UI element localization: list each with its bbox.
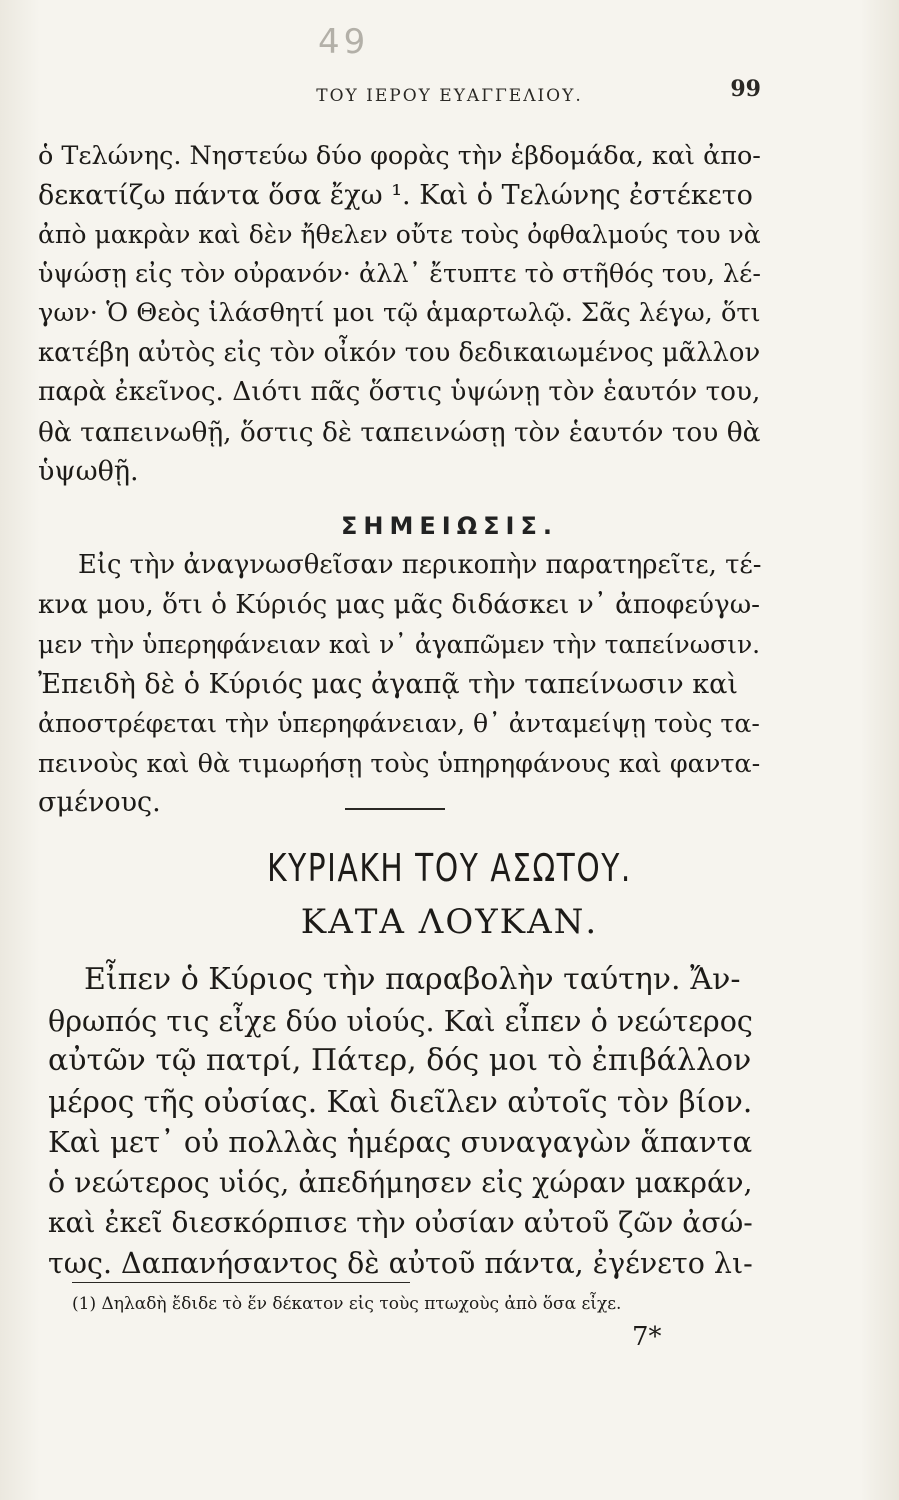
text-line: καὶ ἐκεῖ διεσκόρπισε τὴν οὐσίαν αὐτοῦ ζῶν ἀσώ-: [48, 1206, 753, 1239]
main-paragraph: [38, 136, 768, 492]
text-line: μέρος τῆς οὐσίας. Καὶ διεῖλεν αὐτοῖς τὸν βίον.: [48, 1084, 753, 1119]
footnote-rule: [72, 1282, 410, 1283]
text-line: Καὶ μετ᾽ οὐ πολλὰς ἡμέρας συναγαγὼν ἅπαντα: [48, 1125, 753, 1159]
gospel-paragraph: [48, 960, 760, 1284]
pencil-page-mark: 49: [318, 22, 370, 62]
gospel-title: ΚΑΤΑ ΛΟΥΚΑΝ.: [300, 902, 599, 942]
text-line: θρωπός τις εἶχε δύο υἱούς. Καὶ εἶπεν ὁ νεώτερος: [48, 1003, 753, 1038]
text-line: αὐτῶν τῷ πατρί, Πάτερ, δός μοι τὸ ἐπιβάλλον: [48, 1043, 752, 1078]
text-line: ὑψωθῇ.: [38, 456, 139, 487]
footnote: (1) Δηλαδὴ ἔδιδε τὸ ἕν δέκατον εἰς τοὺς πτωχοὺς ἀπὸ ὅσα εἶχε.: [72, 1294, 622, 1314]
text-line: ἀποστρέφεται τὴν ὑπερηφάνειαν, θ᾽ ἀνταμείψῃ τοὺς τα-: [38, 709, 760, 738]
text-line: θὰ ταπεινωθῇ, ὅστις δὲ ταπεινώσῃ τὸν ἑαυτόν του θὰ: [38, 416, 761, 448]
text-line: Εἶπεν ὁ Κύριος τὴν παραβολὴν ταύτην. Ἄν-: [84, 962, 741, 997]
text-line: ὁ νεώτερος υἱός, ἀπεδήμησεν εἰς χώραν μακράν,: [48, 1165, 753, 1199]
text-line: κατέβη αὐτὸς εἰς τὸν οἶκόν του δεδικαιωμένος μᾶλλον: [38, 337, 761, 368]
signature-mark: 7*: [632, 1322, 662, 1352]
text-line: παρὰ ἐκεῖνος. Διότι πᾶς ὅστις ὑψώνῃ τὸν ἑαυτόν του,: [38, 377, 761, 407]
text-line: πεινοὺς καὶ θὰ τιμωρήσῃ τοὺς ὑπηρηφάνους καὶ φαντα-: [38, 747, 761, 778]
text-line: τως. Δαπανήσαντος δὲ αὐτοῦ πάντα, ἐγένετο λι-: [48, 1246, 753, 1280]
text-line: Ἐπειδὴ δὲ ὁ Κύριός μας ἀγαπᾷ τὴν ταπείνωσιν καὶ: [38, 668, 738, 700]
text-line: Εἰς τὴν ἀναγνωσθεῖσαν περικοπὴν παρατηρεῖτε, τέ-: [78, 550, 762, 580]
section-divider: [345, 808, 445, 810]
page-number: 99: [730, 76, 761, 102]
sunday-title: ΚΥΡΙΑΚΗ ΤΟΥ ΑΣΩΤΟΥ.: [267, 846, 632, 890]
text-line: ὑψώσῃ εἰς τὸν οὐρανόν· ἀλλ᾽ ἔτυπτε τὸ στῆθός του, λέ-: [38, 258, 761, 289]
text-line: μεν τὴν ὑπερηφάνειαν καὶ ν᾽ ἀγαπῶμεν τὴν ταπείνωσιν.: [38, 630, 761, 659]
text-line: δεκατίζω πάντα ὅσα ἔχω ¹. Καὶ ὁ Τελώνης ἐστέκετο: [38, 179, 753, 211]
text-line: ὁ Τελώνης. Νηστεύω δύο φορὰς τὴν ἑβδομάδα, καὶ ἀπο-: [38, 140, 761, 170]
text-line: κνα μου, ὅτι ὁ Κύριός μας μᾶς διδάσκει ν᾽ ἀποφεύγω-: [38, 589, 761, 620]
text-line: γων· Ὁ Θεὸς ἱλάσθητί μοι τῷ ἁμαρτωλῷ. Σᾶς λέγω, ὅτι: [38, 298, 761, 328]
text-line: σμένους.: [38, 787, 161, 818]
running-head: ΤΟΥ ΙΕΡΟΥ ΕΥΑΓΓΕΛΙΟΥ.: [316, 86, 583, 106]
notes-heading: ΣΗΜΕΙΩΣΙΣ.: [341, 512, 558, 540]
notes-paragraph: [38, 546, 768, 823]
text-line: ἀπὸ μακρὰν καὶ δὲν ἤθελεν οὔτε τοὺς ὀφθαλμούς του νὰ: [38, 220, 761, 249]
